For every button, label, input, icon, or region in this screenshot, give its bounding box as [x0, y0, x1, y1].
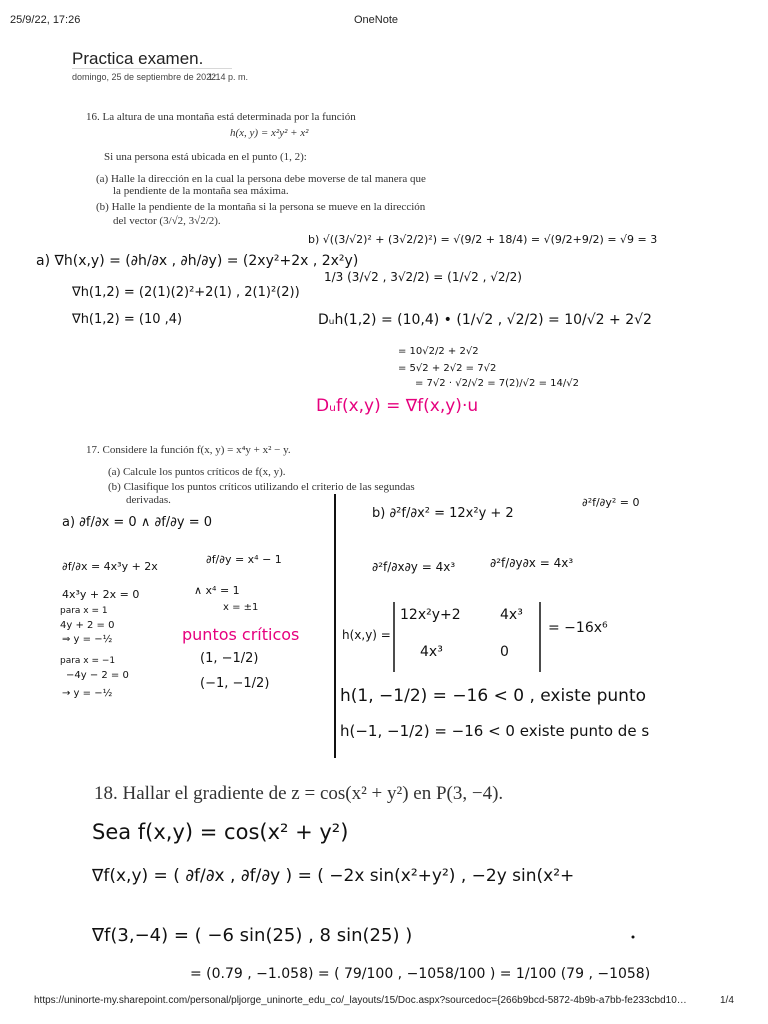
created-date: domingo, 25 de septiembre de 2022 — [72, 72, 217, 82]
hessian-m21: 4x³ — [420, 644, 443, 660]
problem-16-a-line2: la pendiente de la montaña sea máxima. — [113, 185, 289, 197]
hw17-a3: ∂f/∂y = x⁴ − 1 — [206, 553, 282, 566]
hw18-l1: Sea f(x,y) = cos(x² + y²) — [92, 820, 349, 844]
hw18-l2: ∇f(x,y) = ( ∂f/∂x , ∂f/∂y ) = ( −2x sin(x²+y²) , −2y sin(x²+ — [92, 866, 575, 886]
hw17-a2: ∂f/∂x = 4x³y + 2x — [62, 560, 158, 573]
hessian-determinant: = −16x⁶ — [548, 620, 608, 636]
problem-16-a-line1: (a) Halle la dirección en la cual la persona debe moverse de tal manera que — [96, 173, 426, 185]
hw17-b2: ∂²f/∂y² = 0 — [582, 496, 640, 509]
hw17-a7: para x = 1 — [60, 606, 108, 616]
hw18-l4: = (0.79 , −1.058) = ( 79/100 , −1058/100 ) = 1/100 (79 , −1058) — [190, 966, 651, 982]
hessian-m12: 4x³ — [500, 607, 523, 623]
hw17-r2: h(−1, −1/2) = −16 < 0 existe punto de s — [340, 722, 650, 740]
hw16-b4: = 10√2/2 + 2√2 — [398, 346, 479, 357]
hw17-a8: 4y + 2 = 0 — [60, 620, 115, 631]
hw17-point-2: (−1, −1/2) — [200, 676, 270, 691]
hw17-a6: x = ±1 — [223, 602, 259, 613]
created-time: 1:14 p. m. — [208, 72, 249, 82]
hw17-b1: b) ∂²f/∂x² = 12x²y + 2 — [372, 506, 514, 521]
hw17-a5: ∧ x⁴ = 1 — [194, 584, 240, 597]
hw16-b1: b) √((3/√2)² + (3√2/2)²) = √(9/2 + 18/4) = √(9/2+9/2) = √9 = 3 — [308, 233, 658, 246]
problem-16-b-line2: del vector (3/√2, 3√2/2). — [113, 215, 221, 227]
hw16-b2: 1/3 (3/√2 , 3√2/2) = (1/√2 , √2/2) — [324, 270, 522, 284]
hw16-a2: ∇h(1,2) = (2(1)(2)²+2(1) , 2(1)²(2)) — [72, 285, 300, 300]
hw17-a10: para x = −1 — [60, 656, 116, 666]
problem-16-point: Si una persona está ubicada en el punto (1, 2): — [104, 151, 307, 163]
page-title: Practica examen. — [72, 49, 204, 68]
hw17-a12: → y = −½ — [62, 688, 113, 699]
hw17-a4: 4x³y + 2x = 0 — [62, 588, 140, 601]
problem-16-b-line1: (b) Halle la pendiente de la montaña si la persona se mueve en la dirección — [96, 201, 426, 213]
problem-18-statement: 18. Hallar el gradiente de z = cos(x² + y²) en P(3, −4). — [94, 783, 504, 804]
hw16-b3: Dᵤh(1,2) = (10,4) • (1/√2 , √2/2) = 10/√2 + 2√2 — [318, 312, 652, 328]
hw17-point-1: (1, −1/2) — [200, 651, 259, 666]
problem-16-text: 16. La altura de una montaña está determinada por la función — [86, 111, 356, 123]
hw16-b6: = 7√2 · √2/√2 = 7(2)/√2 = 14/√2 — [415, 378, 579, 389]
hessian-label: h(x,y) = — [342, 628, 391, 642]
hw17-a9: ⇒ y = −½ — [62, 634, 113, 645]
hw16-a1: a) ∇h(x,y) = (∂h/∂x , ∂h/∂y) = (2xy²+2x , 2x²y) — [36, 253, 359, 269]
problem-17-b-line1: (b) Clasifique los puntos críticos utilizando el criterio de las segundas — [108, 481, 415, 493]
problem-16-formula: h(x, y) = x²y² + x² — [230, 127, 309, 139]
hw17-a1: a) ∂f/∂x = 0 ∧ ∂f/∂y = 0 — [62, 515, 212, 530]
hw17-pink-label: puntos críticos — [182, 625, 300, 644]
hessian-m11: 12x²y+2 — [400, 607, 461, 623]
hw18-l3: ∇f(3,−4) = ( −6 sin(25) , 8 sin(25) ) — [92, 925, 413, 946]
hw17-a11: −4y − 2 = 0 — [66, 670, 129, 681]
problem-17-text: 17. Considere la función f(x, y) = x⁴y + x² − y. — [86, 444, 291, 456]
hw16-pink-formula: Dᵤf(x,y) = ∇f(x,y)·u — [316, 396, 479, 416]
hw16-a3: ∇h(1,2) = (10 ,4) — [72, 312, 183, 327]
print-url: https://uninorte-my.sharepoint.com/personal/pljorge_uninorte_edu_co/_layouts/15/Doc.aspx?sourcedoc={266b9bcd-5872-4b9b-a7bb-fe233cbd10… — [34, 995, 687, 1006]
hw17-r1: h(1, −1/2) = −16 < 0 , existe punto — [340, 686, 647, 706]
print-app-name: OneNote — [354, 14, 399, 26]
ink-dot — [632, 936, 635, 939]
hw16-b5: = 5√2 + 2√2 = 7√2 — [398, 363, 497, 374]
print-datetime: 25/9/22, 17:26 — [10, 14, 81, 26]
hw17-b4: ∂²f/∂y∂x = 4x³ — [490, 556, 574, 570]
hw17-b3: ∂²f/∂x∂y = 4x³ — [372, 560, 456, 574]
print-page-number: 1/4 — [720, 995, 734, 1006]
problem-17-b-line2: derivadas. — [126, 494, 171, 506]
problem-17-a: (a) Calcule los puntos críticos de f(x, y). — [108, 466, 286, 478]
hessian-m22: 0 — [500, 644, 509, 660]
